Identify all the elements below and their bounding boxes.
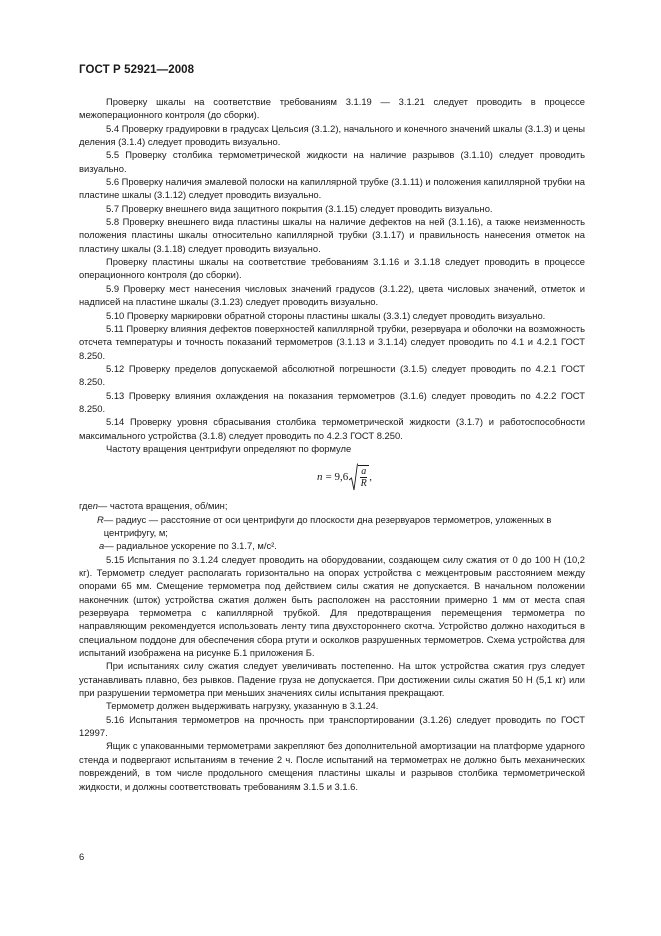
paragraph-5-9: 5.9 Проверку мест нанесения числовых значений градусов (3.1.22), цвета числовых значений, отметок и надписей на пластине шкалы (3.1.23) следует проводить визуально. (79, 282, 585, 308)
definition-a (79, 539, 585, 552)
paragraph-5-14: 5.14 Проверку уровня сбрасывания столбика термометрической жидкости (3.1.7) и работоспособности максимального устройства (3.1.8) следует проводить по 4.2.3 ГОСТ 8.250. (79, 416, 585, 441)
paragraph-5-16: 5.16 Испытания термометров на прочность при транспортировании (3.1.26) следует проводить по ГОСТ 12997. (79, 713, 585, 739)
page-body (79, 95, 585, 793)
paragraph-5-12: 5.12 Проверку пределов допускаемой абсолютной погрешности (3.1.5) следует проводить по 4.2.1 ГОСТ 8.250. (79, 362, 585, 388)
definition-n (79, 499, 585, 512)
formula-denominator: R (360, 478, 367, 490)
paragraph: При испытаниях силу сжатия следует увеличивать постепенно. На шток устройства сжатия груз следует устанавливать плавно, без рывков. Падение груза не допускается. При достижении силы сжатия 50 Н (5,1 кг) или при разрушении термометра при меньших значениях силы испытания прекращают. (79, 660, 585, 699)
centrifuge-formula (317, 461, 372, 493)
document-header: ГОСТ Р 52921—2008 (79, 64, 195, 76)
paragraph: Проверку пластины шкалы на соответствие требованиям 3.1.16 и 3.1.18 следует проводить в процессе операционного контроля (до сборки). (79, 256, 585, 281)
definition-term: R (97, 513, 104, 525)
paragraph-5-13: 5.13 Проверку влияния охлаждения на показания термометров (3.1.6) следует проводить по 4.2.2 ГОСТ 8.250. (79, 389, 585, 414)
formula-sqrt (349, 463, 369, 491)
paragraph: Ящик с упакованными термометрами закрепляют без дополнительной амортизации на платформе ударного стенда и подвергают испытаниям в течение 2 ч. После испытаний на термометрах не должно быть механических повреждений, в том числе продольного смещения пластины шкалы и разрывов столбика термометрической жидкости, и должны соответствовать требованиям 3.1.5 и 3.1.6. (79, 740, 585, 792)
page-number: 6 (79, 851, 85, 862)
definition-text: — частота вращения, об/мин; (97, 500, 228, 512)
paragraph-formula-intro: Частоту вращения центрифуги определяют по формуле (106, 442, 352, 454)
paragraph-5-8: 5.8 Проверку внешнего вида пластины шкалы на наличие дефектов на ней (3.1.16), а также неизменность положения пластины шкалы относительно капиллярной трубки (3.1.17) и правильность нанесения отметок на пластину шкалы (3.1.18) следует проводить визуально. (79, 216, 585, 254)
paragraph-5-11: 5.11 Проверку влияния дефектов поверхностей капиллярной трубки, резервуара и оболочки на возможность отсчета температуры и точность показаний термометров (3.1.13 и 3.1.14) следует проводить по 4.1 и 4.2.1 ГОСТ 8.250. (79, 322, 585, 361)
formula-block (79, 455, 585, 499)
formula-numerator: a (361, 466, 367, 478)
definition-r (79, 513, 585, 540)
paragraph-5-7: 5.7 Проверку внешнего вида защитного покрытия (3.1.15) следует проводить визуально. (106, 202, 493, 214)
paragraph-5-5: 5.5 Проверку столбика термометрической жидкости на наличие разрывов (3.1.10) следует проводить визуально. (79, 149, 585, 174)
definition-prefix: где (79, 500, 93, 512)
definition-text: — радиус — расстояние от оси центрифуги до плоскости дна резервуаров термометров, уложенных в центрифугу, м; (103, 513, 552, 538)
definition-term: a (99, 540, 105, 552)
sqrt-sign-icon (349, 463, 358, 491)
paragraph-5-6: 5.6 Проверку наличия эмалевой полоски на капиллярной трубке (3.1.11) и положения капиллярной трубки на пластине шкалы (3.1.12) следует проводить визуально. (79, 176, 585, 201)
formula-tail: , (369, 470, 372, 483)
formula-definitions (79, 499, 585, 552)
paragraph: Проверку шкалы на соответствие требованиям 3.1.19 — 3.1.21 следует проводить в процессе межоперационного контроля (до сборки). (79, 96, 585, 121)
formula-fraction (358, 465, 369, 489)
paragraph-5-10: 5.10 Проверку маркировки обратной стороны пластины шкалы (3.3.1) следует проводить визуально. (106, 309, 546, 321)
paragraph-5-15: 5.15 Испытания по 3.1.24 следует проводить на оборудовании, создающем силу сжатия от 0 до 100 Н (10,2 кг). Термометр следует располагать горизонтально на опорах устройства с межцентровым расстоянием между опорами 65 мм. Смещение термометра под действием силы сжатия не допускается. В начальном положении наконечник (шток) устройства сжатия должен быть расположен на расстоянии примерно 1 мм от места спая резервуара термометра с капиллярной трубкой. Для предотвращения перемещения термометра по направляющим рекомендуется использовать ленту типа двухстороннего скотча. Устройство должно находиться в специальном поддоне для обеспечения сбора ртути и осколков разрушенных термометров. Схема устройства для испытаний изображена на рисунке Б.1 приложения Б. (79, 553, 585, 659)
paragraph: Термометр должен выдерживать нагрузку, указанную в 3.1.24. (106, 700, 379, 712)
formula-coefficient: = 9,6 (325, 470, 349, 483)
definition-text: — радиальное ускорение по 3.1.7, м/с². (104, 540, 277, 552)
definition-term: n (92, 500, 98, 512)
paragraph-5-4: 5.4 Проверку градуировки в градусах Цельсия (3.1.2), начального и конечного значений шкалы (3.1.3) и цены деления (3.1.4) следует проводить визуально. (79, 122, 585, 148)
formula-lhs: n (317, 470, 323, 483)
